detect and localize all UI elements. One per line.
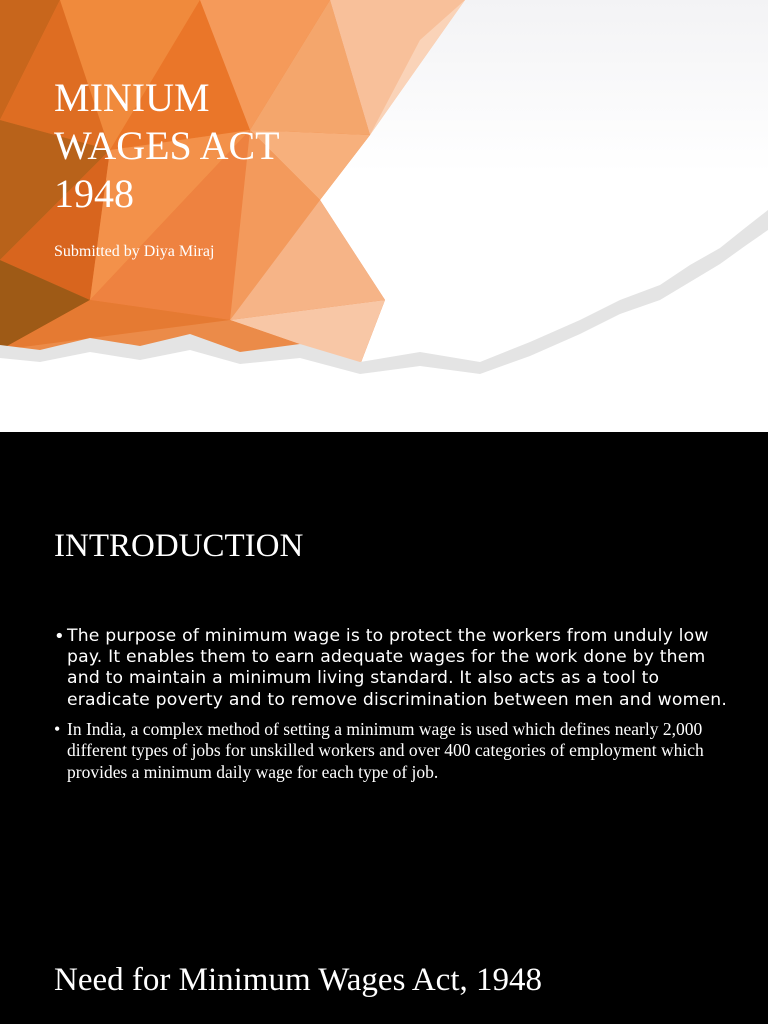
bullet-icon: • <box>54 626 65 647</box>
slide-subtitle: Submitted by Diya Miraj <box>54 243 215 260</box>
bullet-list <box>54 626 734 791</box>
slide-title: MINIUM WAGES ACT 1948 <box>54 75 280 216</box>
bullet-text: The purpose of minimum wage is to protect the workers from unduly low pay. It enables them to earn adequate wages for the work done by them and to maintain a minimum living standard. It also acts as a tool to eradicate poverty and to remove discrimination between men and women. <box>67 626 728 710</box>
bullet-icon: • <box>54 718 61 739</box>
list-item <box>54 626 734 711</box>
bullet-text: In India, a complex method of setting a minimum wage is used which defines nearly 2,000 different types of jobs for unskilled workers and over 400 categories of employment which provides a minimum daily wage for each type of job. <box>67 718 704 782</box>
section-heading-introduction: INTRODUCTION <box>54 528 304 564</box>
introduction-slide <box>0 432 768 1024</box>
list-item <box>54 719 734 784</box>
title-slide <box>0 0 768 432</box>
section-heading-need: Need for Minimum Wages Act, 1948 <box>54 962 542 998</box>
